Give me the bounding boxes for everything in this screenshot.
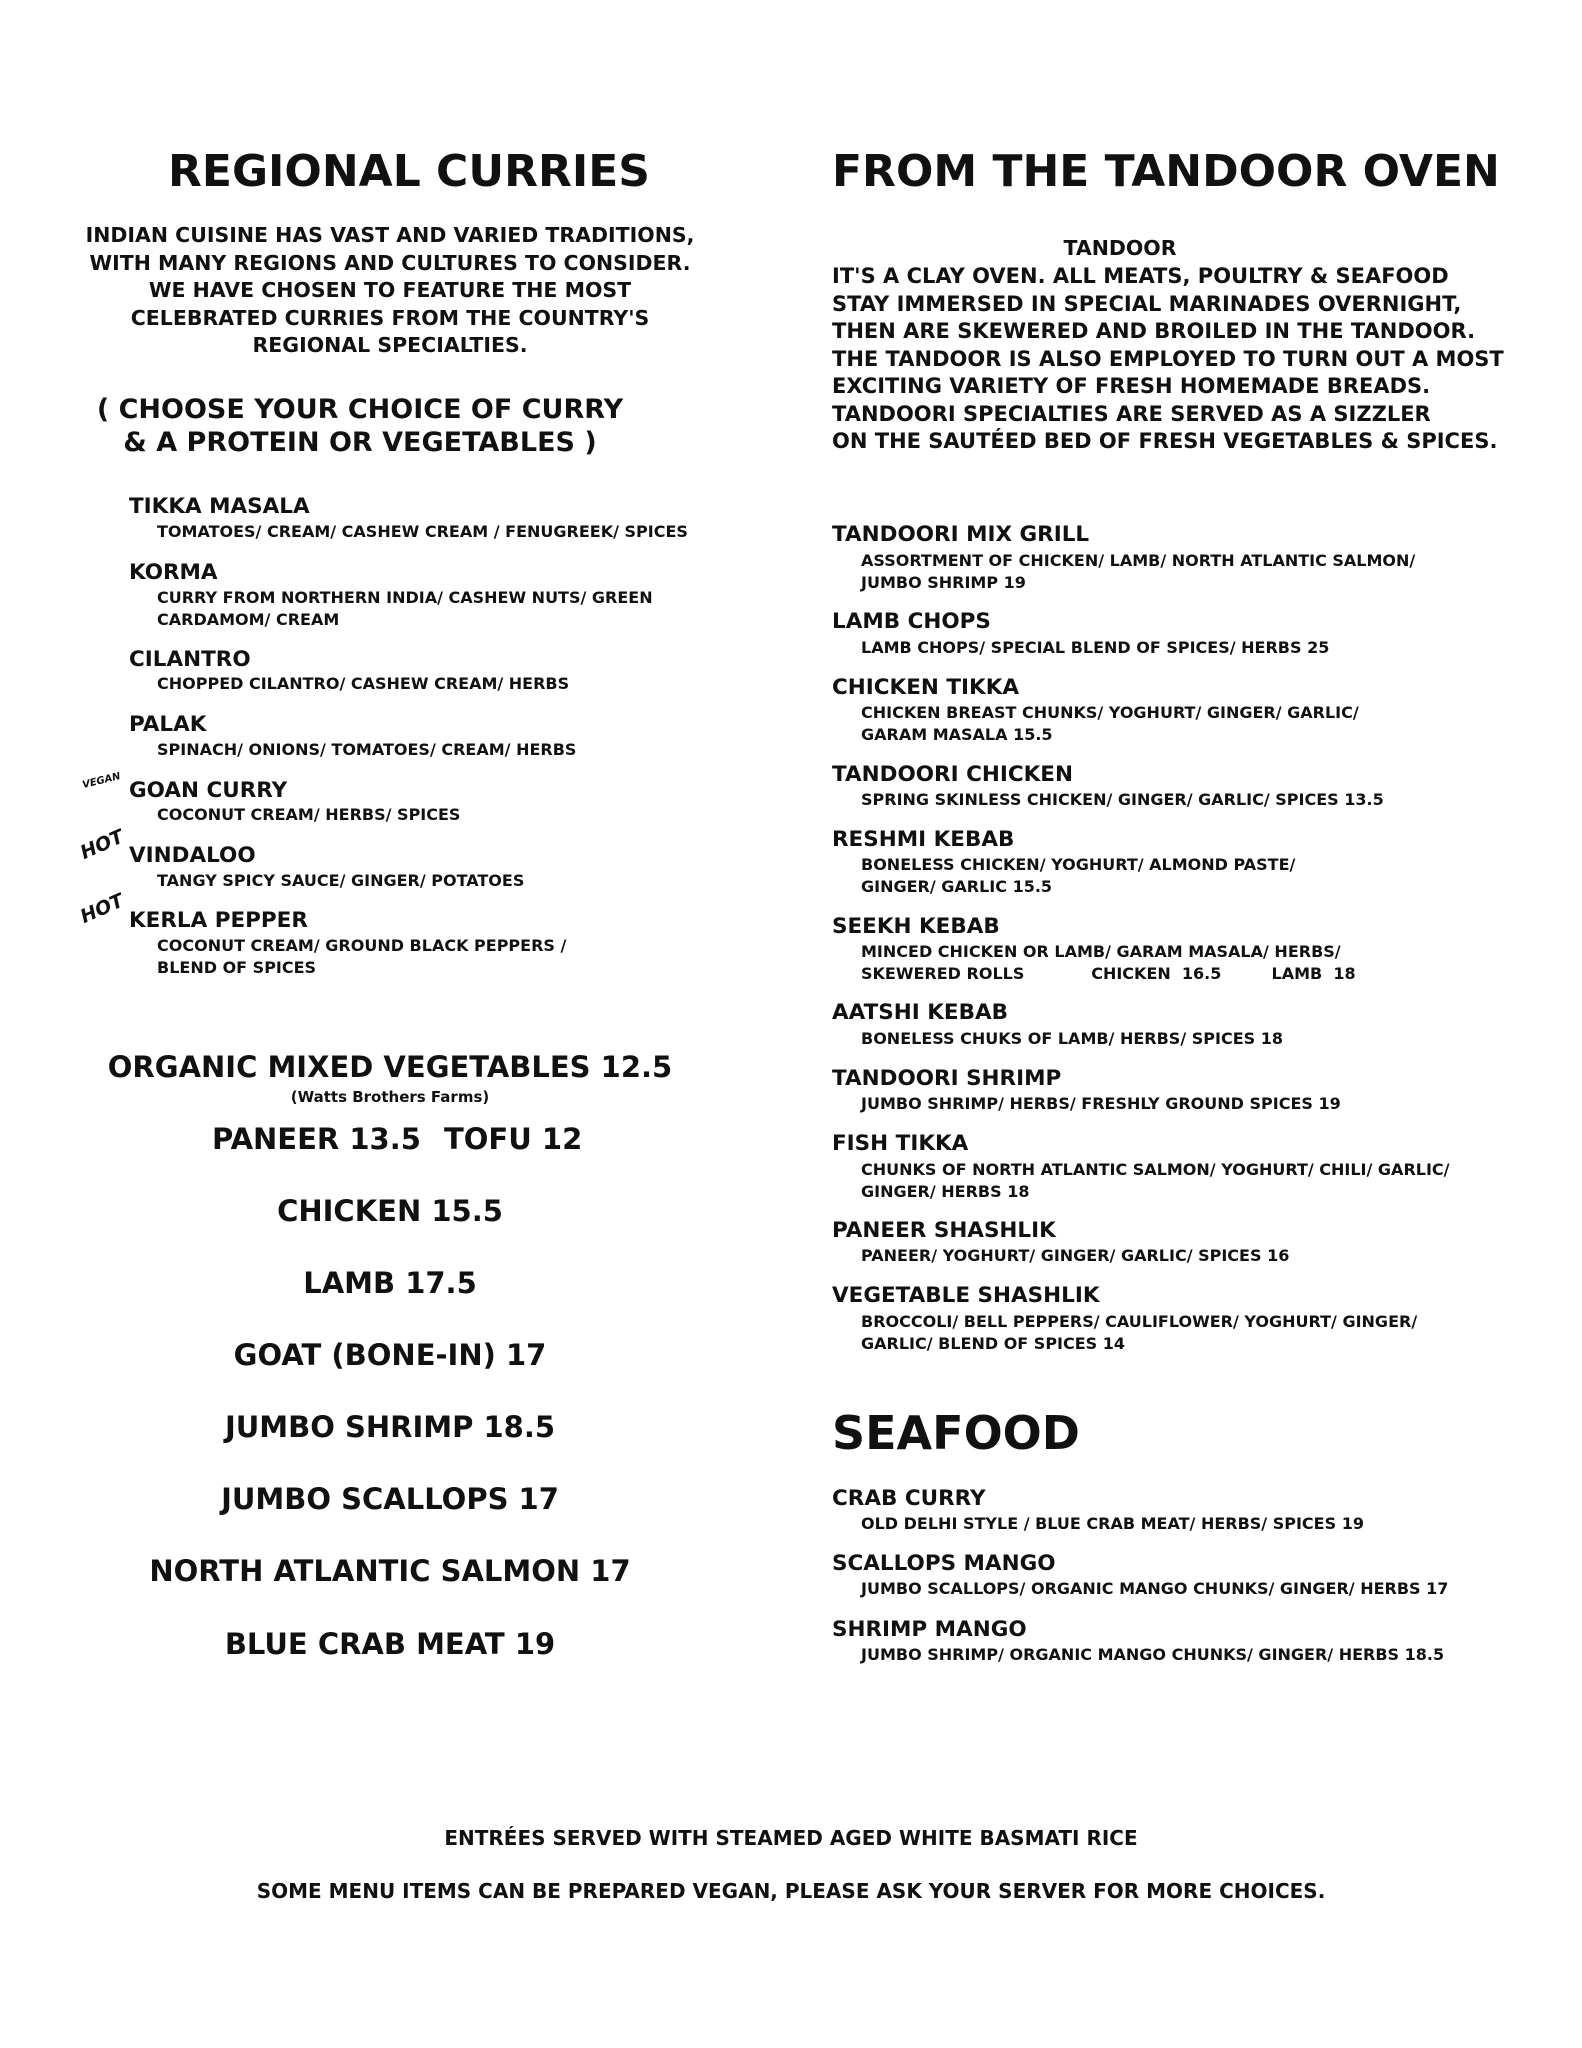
- farm-note: (Watts Brothers Farms): [290, 1088, 490, 1106]
- seafood-item-name: CRAB CURRY: [832, 1486, 986, 1511]
- tandoor-line: IT'S A CLAY OVEN. ALL MEATS, POULTRY & SEAFOOD: [832, 264, 1449, 288]
- tandoor-description: [832, 263, 1504, 456]
- curry-desc: [157, 804, 460, 826]
- tandoor-item-name: FISH TIKKA: [832, 1131, 969, 1156]
- tandoor-item-desc: [861, 1311, 1417, 1354]
- desc-line: TANGY SPICY SAUCE/ GINGER/ POTATOES: [157, 871, 525, 890]
- desc-line: JUMBO SHRIMP/ HERBS/ FRESHLY GROUND SPICES 19: [861, 1094, 1341, 1113]
- curry-desc: [157, 521, 688, 543]
- curry-name: CILANTRO: [129, 647, 251, 672]
- desc-line: CARDAMOM/ CREAM: [157, 609, 340, 629]
- tandoor-item-name: SEEKH KEBAB: [832, 914, 1000, 939]
- curry-name: TIKKA MASALA: [129, 494, 310, 519]
- tandoor-item-desc: [861, 702, 1359, 745]
- tandoor-item-name: PANEER SHASHLIK: [832, 1218, 1056, 1243]
- tandoor-line: EXCITING VARIETY OF FRESH HOMEMADE BREADS.: [832, 374, 1431, 398]
- desc-line: BLEND OF SPICES: [157, 957, 317, 977]
- curry-desc: [157, 587, 653, 630]
- seafood-title: SEAFOOD: [832, 1406, 1080, 1460]
- curry-desc: [157, 673, 569, 695]
- choose-line: ( CHOOSE YOUR CHOICE OF CURRY: [96, 394, 624, 425]
- desc-line: MINCED CHICKEN OR LAMB/ GARAM MASALA/ HERBS/: [861, 942, 1341, 961]
- regional-curries-title: REGIONAL CURRIES: [168, 146, 650, 197]
- curry-name: PALAK: [129, 712, 207, 737]
- desc-line: SPRING SKINLESS CHICKEN/ GINGER/ GARLIC/ SPICES 13.5: [861, 790, 1384, 809]
- tandoor-line: ON THE SAUTÉED BED OF FRESH VEGETABLES & SPICES.: [832, 429, 1498, 453]
- tandoor-item-desc: [861, 1159, 1450, 1202]
- footer-vegan-note: SOME MENU ITEMS CAN BE PREPARED VEGAN, PLEASE ASK YOUR SERVER FOR MORE CHOICES.: [256, 1879, 1326, 1903]
- desc-line: GINGER/ GARLIC 15.5: [861, 876, 1053, 896]
- desc-line: COCONUT CREAM/ GROUND BLACK PEPPERS /: [157, 936, 567, 955]
- curry-name: KORMA: [129, 560, 218, 585]
- desc-line: GARAM MASALA 15.5: [861, 724, 1053, 744]
- tandoor-item-desc: [861, 1245, 1289, 1267]
- desc-line: COCONUT CREAM/ HERBS/ SPICES: [157, 805, 461, 824]
- tandoor-item-name: RESHMI KEBAB: [832, 827, 1015, 852]
- tandoor-item-name: TANDOORI MIX GRILL: [832, 522, 1090, 547]
- curry-name: KERLA PEPPER: [129, 908, 308, 933]
- tandoor-item-name: CHICKEN TIKKA: [832, 675, 1020, 700]
- protein-price: GOAT (BONE-IN) 17: [233, 1338, 547, 1372]
- desc-line: BROCCOLI/ BELL PEPPERS/ CAULIFLOWER/ YOGHURT/ GINGER/: [861, 1312, 1418, 1331]
- desc-line: CHUNKS OF NORTH ATLANTIC SALMON/ YOGHURT/ CHILI/ GARLIC/: [861, 1160, 1450, 1179]
- desc-line: GARLIC/ BLEND OF SPICES 14: [861, 1333, 1126, 1353]
- tandoor-item-desc: [861, 941, 1356, 984]
- protein-price: NORTH ATLANTIC SALMON 17: [149, 1554, 631, 1588]
- footer-rice-note: ENTRÉES SERVED WITH STEAMED AGED WHITE BASMATI RICE: [444, 1826, 1138, 1850]
- tandoor-line: THEN ARE SKEWERED AND BROILED IN THE TANDOOR.: [832, 319, 1476, 343]
- desc-line: BONELESS CHICKEN/ YOGHURT/ ALMOND PASTE/: [861, 855, 1296, 874]
- desc-line: BONELESS CHUKS OF LAMB/ HERBS/ SPICES 18: [861, 1029, 1283, 1048]
- intro-line: WE HAVE CHOSEN TO FEATURE THE MOST: [148, 278, 632, 302]
- tofu-price: TOFU 12: [444, 1122, 583, 1156]
- desc-line: CHOPPED CILANTRO/ CASHEW CREAM/ HERBS: [157, 674, 570, 693]
- desc-line: OLD DELHI STYLE / BLUE CRAB MEAT/ HERBS/ SPICES 19: [861, 1514, 1364, 1533]
- tandoor-item-desc: [861, 854, 1295, 897]
- seafood-item-desc: [861, 1644, 1444, 1666]
- intro-line: WITH MANY REGIONS AND CULTURES TO CONSIDER.: [89, 250, 691, 275]
- tandoor-line: STAY IMMERSED IN SPECIAL MARINADES OVERNIGHT,: [832, 291, 1462, 316]
- protein-price: JUMBO SCALLOPS 17: [221, 1482, 559, 1516]
- hot-tag: HOT: [77, 825, 128, 864]
- tandoor-line: TANDOORI SPECIALTIES ARE SERVED AS A SIZZLER: [832, 401, 1431, 426]
- desc-line: SKEWERED ROLLS CHICKEN 16.5 LAMB 18: [861, 963, 1356, 983]
- desc-line: JUMBO SHRIMP 19: [861, 572, 1026, 592]
- seafood-item-name: SCALLOPS MANGO: [832, 1551, 1056, 1576]
- seafood-item-name: SHRIMP MANGO: [832, 1617, 1027, 1642]
- tandoor-item-desc: [861, 637, 1329, 659]
- desc-line: PANEER/ YOGHURT/ GINGER/ GARLIC/ SPICES 16: [861, 1246, 1290, 1265]
- protein-price: JUMBO SHRIMP 18.5: [224, 1410, 556, 1444]
- desc-line: CURRY FROM NORTHERN INDIA/ CASHEW NUTS/ GREEN: [157, 588, 653, 607]
- intro-line: REGIONAL SPECIALTIES.: [252, 333, 528, 357]
- desc-line: TOMATOES/ CREAM/ CASHEW CREAM / FENUGREEK/ SPICES: [157, 522, 688, 541]
- curry-name: VINDALOO: [129, 843, 256, 868]
- choose-line: & A PROTEIN OR VEGETABLES ): [123, 427, 597, 458]
- tandoor-item-desc: [861, 1093, 1341, 1115]
- desc-line: GINGER/ HERBS 18: [861, 1181, 1030, 1201]
- tandoor-item-desc: [861, 550, 1415, 593]
- seafood-item-desc: [861, 1513, 1364, 1535]
- regional-intro: [70, 222, 710, 360]
- organic-vegetables-price: ORGANIC MIXED VEGETABLES 12.5: [107, 1050, 673, 1084]
- intro-line: CELEBRATED CURRIES FROM THE COUNTRY'S: [130, 305, 650, 330]
- tandoor-title: FROM THE TANDOOR OVEN: [832, 146, 1500, 197]
- seafood-item-desc: [861, 1578, 1448, 1600]
- desc-line: JUMBO SHRIMP/ ORGANIC MANGO CHUNKS/ GINGER/ HERBS 18.5: [861, 1645, 1445, 1664]
- tandoor-item-name: LAMB CHOPS: [832, 609, 991, 634]
- curry-desc: [157, 739, 576, 761]
- protein-price: BLUE CRAB MEAT 19: [224, 1627, 556, 1661]
- paneer-price: PANEER 13.5: [212, 1122, 421, 1156]
- tandoor-item-name: TANDOORI SHRIMP: [832, 1066, 1062, 1091]
- desc-line: LAMB CHOPS/ SPECIAL BLEND OF SPICES/ HERBS 25: [861, 638, 1330, 657]
- tandoor-item-desc: [861, 1028, 1283, 1050]
- choose-instruction: [40, 393, 680, 459]
- hot-tag: HOT: [77, 889, 128, 928]
- desc-line: SPINACH/ ONIONS/ TOMATOES/ CREAM/ HERBS: [157, 740, 577, 759]
- desc-line: ASSORTMENT OF CHICKEN/ LAMB/ NORTH ATLANTIC SALMON/: [861, 551, 1416, 570]
- tandoor-item-desc: [861, 789, 1384, 811]
- intro-line: INDIAN CUISINE HAS VAST AND VARIED TRADITIONS,: [85, 223, 695, 247]
- curry-desc: [157, 935, 566, 978]
- curry-desc: [157, 870, 524, 892]
- tandoor-item-name: TANDOORI CHICKEN: [832, 762, 1073, 787]
- desc-line: JUMBO SCALLOPS/ ORGANIC MANGO CHUNKS/ GINGER/ HERBS 17: [861, 1579, 1449, 1598]
- protein-price: CHICKEN 15.5: [277, 1194, 503, 1228]
- tandoor-item-name: VEGETABLE SHASHLIK: [832, 1283, 1100, 1308]
- vegan-tag: VEGAN: [81, 770, 122, 791]
- tandoor-line: THE TANDOOR IS ALSO EMPLOYED TO TURN OUT A MOST: [832, 346, 1504, 371]
- tandoor-subhead: TANDOOR: [1063, 236, 1177, 260]
- protein-price: LAMB 17.5: [303, 1266, 477, 1300]
- tandoor-item-name: AATSHI KEBAB: [832, 1000, 1008, 1025]
- desc-line: CHICKEN BREAST CHUNKS/ YOGHURT/ GINGER/ GARLIC/: [861, 703, 1359, 722]
- curry-name: GOAN CURRY: [129, 778, 288, 803]
